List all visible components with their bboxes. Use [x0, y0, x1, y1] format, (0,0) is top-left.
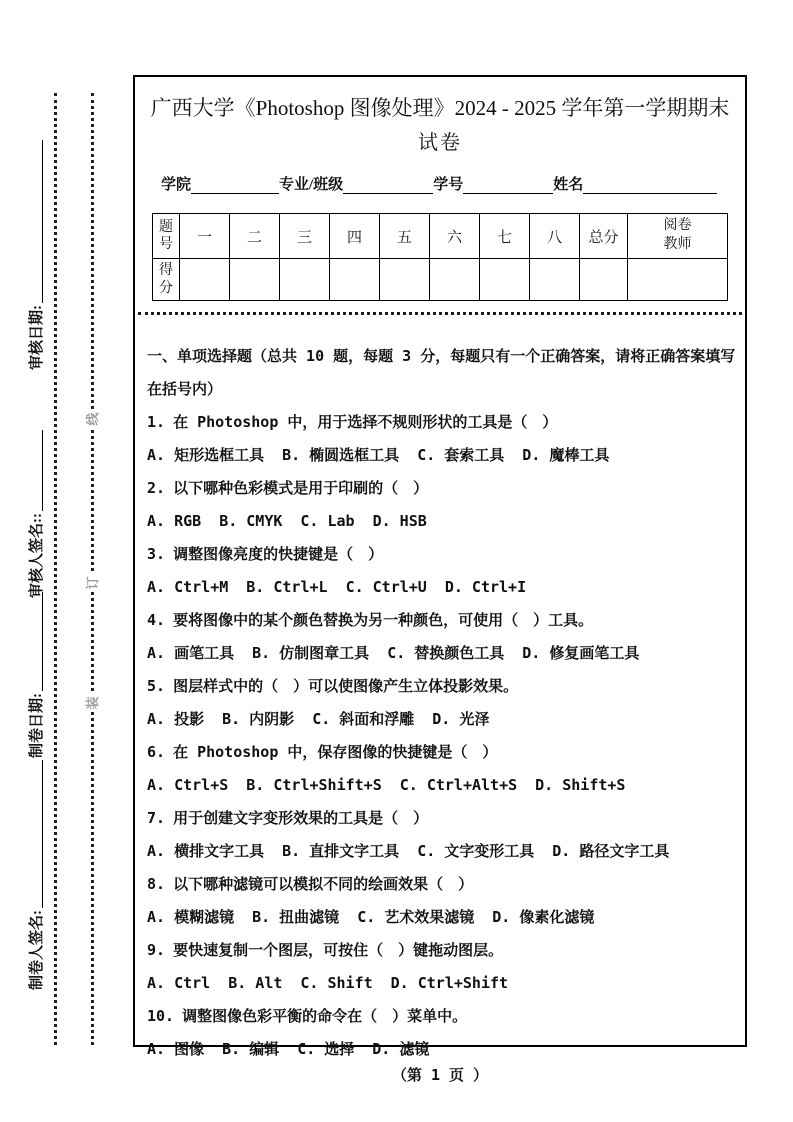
question-4-text: 要将图像中的某个颜色替换为另一种颜色，可使用（ ）工具。	[173, 611, 594, 629]
question-9-option-a: A. Ctrl	[147, 973, 211, 992]
student-info-row	[161, 170, 717, 194]
reviewer-signature-blank-line	[42, 430, 43, 511]
question-3-option-d: D. Ctrl+I	[444, 577, 527, 596]
question-1-option-b: B. 椭圆选框工具	[282, 446, 400, 464]
question-10-option-d: D. 滤镜	[372, 1040, 430, 1058]
question-5-option-a: A. 投影	[147, 710, 205, 728]
score-cell-3	[280, 259, 330, 301]
name-blank-line	[583, 175, 717, 194]
question-4-stem	[147, 603, 737, 636]
question-7-number: 7.	[147, 808, 166, 827]
student-id-blank-line	[463, 175, 553, 194]
question-10-number: 10.	[147, 1006, 175, 1025]
question-9-option-c: C. Shift	[300, 973, 373, 992]
question-8-stem	[147, 867, 737, 900]
question-4-options	[147, 636, 737, 669]
question-5-options	[147, 702, 737, 735]
question-8-number: 8.	[147, 874, 166, 893]
question-2-options	[147, 504, 737, 537]
question-2-text: 以下哪种色彩模式是用于印刷的（ ）	[173, 479, 429, 497]
question-3-options	[147, 570, 737, 603]
papermaking-date-blank-line	[42, 592, 43, 691]
section-heading-line2: 在括号内）	[147, 380, 223, 398]
exam-title-line2: 试卷	[418, 132, 462, 154]
question-2-option-c: C. Lab	[300, 511, 355, 530]
question-8-option-d: D. 像素化滤镜	[492, 908, 595, 926]
question-3-option-c: C. Ctrl+U	[345, 577, 427, 596]
question-6-option-d: D. Shift+S	[535, 775, 626, 794]
grader-header-line2: 教师	[663, 237, 692, 252]
question-number-header-cell: 题号	[153, 214, 180, 259]
question-5-option-b: B. 内阴影	[222, 710, 295, 728]
score-cell-8	[530, 259, 580, 301]
col-5-header: 五	[380, 214, 430, 259]
question-10-options	[147, 1032, 737, 1065]
question-8-option-c: C. 艺术效果滤镜	[357, 908, 475, 926]
col-7-header: 七	[480, 214, 530, 259]
question-5-option-d: D. 光泽	[432, 710, 490, 728]
score-table-score-row	[153, 259, 728, 301]
student-id-label: 学号	[433, 177, 464, 193]
question-6-option-c: C. Ctrl+Alt+S	[399, 775, 518, 794]
question-8-text: 以下哪种滤镜可以模拟不同的绘画效果（ ）	[173, 875, 474, 893]
col-8-header: 八	[530, 214, 580, 259]
question-10-option-b: B. 编辑	[222, 1040, 280, 1058]
grader-header-line1: 阅卷	[663, 218, 692, 234]
question-1-option-d: D. 魔棒工具	[522, 446, 610, 464]
question-1-options	[147, 438, 737, 471]
question-7-text: 用于创建文字变形效果的工具是（ ）	[173, 809, 429, 827]
dotted-separator	[138, 312, 742, 315]
question-9-text: 要快速复制一个图层，可按住（ ）键拖动图层。	[173, 941, 504, 959]
question-5-text: 图层样式中的（ ）可以使图像产生立体投影效果。	[173, 677, 519, 695]
col-1-header: 一	[180, 214, 230, 259]
question-7-option-d: D. 路径文字工具	[552, 842, 670, 860]
papermaker-signature-blank-line	[42, 760, 43, 908]
question-1-option-a: A. 矩形选框工具	[147, 446, 265, 464]
question-4-option-b: B. 仿制图章工具	[252, 644, 370, 662]
papermaker-signature-label: 制卷人签名:	[29, 910, 45, 990]
question-3-option-a: A. Ctrl+M	[147, 577, 229, 596]
question-2-option-b: B. CMYK	[219, 511, 283, 530]
score-row-header-cell: 得分	[153, 259, 180, 301]
question-6-options	[147, 768, 737, 801]
question-5-number: 5.	[147, 676, 166, 695]
question-6-stem	[147, 735, 737, 768]
col-4-header: 四	[330, 214, 380, 259]
question-section	[147, 339, 737, 1065]
question-1-stem	[147, 405, 737, 438]
question-8-option-a: A. 模糊滤镜	[147, 908, 235, 926]
papermaking-date-label: 制卷日期:	[29, 693, 45, 758]
question-1-number: 1.	[147, 412, 166, 431]
vertical-label-papermaker-signature	[28, 760, 46, 990]
question-9-option-b: B. Alt	[228, 973, 283, 992]
college-label: 学院	[161, 177, 192, 193]
question-2-number: 2.	[147, 478, 166, 497]
question-2-option-d: D. HSB	[372, 511, 427, 530]
grader-header-cell	[628, 214, 728, 259]
question-7-stem	[147, 801, 737, 834]
question-4-option-c: C. 替换颜色工具	[387, 644, 505, 662]
name-label: 姓名	[553, 177, 584, 193]
score-cell-total	[580, 259, 628, 301]
question-5-stem	[147, 669, 737, 702]
col-6-header: 六	[430, 214, 480, 259]
question-7-option-b: B. 直排文字工具	[282, 842, 400, 860]
question-2-option-a: A. RGB	[147, 511, 202, 530]
col-2-header: 二	[230, 214, 280, 259]
question-9-options	[147, 966, 737, 999]
total-score-header: 总分	[580, 214, 628, 259]
score-cell-2	[230, 259, 280, 301]
score-cell-6	[430, 259, 480, 301]
question-2-stem	[147, 471, 737, 504]
binding-dotted-line-outer	[91, 93, 94, 1045]
vertical-label-review-date	[28, 140, 46, 370]
question-6-number: 6.	[147, 742, 166, 761]
question-6-text: 在 Photoshop 中，保存图像的快捷键是（ ）	[173, 743, 498, 761]
question-1-text: 在 Photoshop 中，用于选择不规则形状的工具是（ ）	[173, 413, 558, 431]
exam-title-line1: 广西大学《Photoshop 图像处理》2024 - 2025 学年第一学期期末	[150, 96, 730, 120]
score-cell-4	[330, 259, 380, 301]
reviewer-signature-label: 审核人签名::	[29, 513, 45, 598]
score-cell-7	[480, 259, 530, 301]
question-9-option-d: D. Ctrl+Shift	[390, 973, 509, 992]
question-7-option-a: A. 横排文字工具	[147, 842, 265, 860]
vertical-label-papermaking-date	[28, 592, 46, 758]
question-10-option-a: A. 图像	[147, 1040, 205, 1058]
question-1-option-c: C. 套索工具	[417, 446, 505, 464]
question-3-text: 调整图像亮度的快捷键是（ ）	[173, 545, 384, 563]
score-cell-1	[180, 259, 230, 301]
score-cell-5	[380, 259, 430, 301]
question-8-options	[147, 900, 737, 933]
binding-dotted-line-inner	[54, 93, 57, 1045]
question-6-option-b: B. Ctrl+Shift+S	[246, 775, 382, 794]
question-9-number: 9.	[147, 940, 166, 959]
question-4-option-a: A. 画笔工具	[147, 644, 235, 662]
vertical-label-reviewer-signature	[28, 430, 46, 598]
section-heading-line1: 一、单项选择题（总共 10 题，每题 3 分，每题只有一个正确答案，请将正确答案填写	[147, 347, 736, 365]
question-10-option-c: C. 选择	[297, 1040, 355, 1058]
college-blank-line	[191, 175, 279, 194]
major-class-label: 专业/班级	[279, 177, 344, 193]
binding-char-ding: 订	[83, 574, 103, 592]
binding-char-zhuang: 装	[83, 694, 103, 712]
score-table	[152, 213, 728, 301]
question-3-number: 3.	[147, 544, 166, 563]
question-7-options	[147, 834, 737, 867]
question-8-option-b: B. 扭曲滤镜	[252, 908, 340, 926]
col-3-header: 三	[280, 214, 330, 259]
question-3-option-b: B. Ctrl+L	[246, 577, 328, 596]
question-4-number: 4.	[147, 610, 166, 629]
review-date-blank-line	[42, 140, 43, 303]
review-date-label: 审核日期:	[29, 305, 45, 370]
question-5-option-c: C. 斜面和浮雕	[312, 710, 415, 728]
question-10-stem	[147, 999, 737, 1032]
question-4-option-d: D. 修复画笔工具	[522, 644, 640, 662]
page-footer: （第 1 页 ）	[391, 1066, 489, 1084]
question-6-option-a: A. Ctrl+S	[147, 775, 229, 794]
question-9-stem	[147, 933, 737, 966]
score-table-header-row	[153, 214, 728, 259]
question-7-option-c: C. 文字变形工具	[417, 842, 535, 860]
question-10-text: 调整图像色彩平衡的命令在（ ）菜单中。	[182, 1007, 468, 1025]
score-cell-grader	[628, 259, 728, 301]
question-3-stem	[147, 537, 737, 570]
exam-sheet	[133, 75, 747, 1058]
binding-char-xian: 线	[83, 410, 103, 428]
major-class-blank-line	[343, 175, 433, 194]
